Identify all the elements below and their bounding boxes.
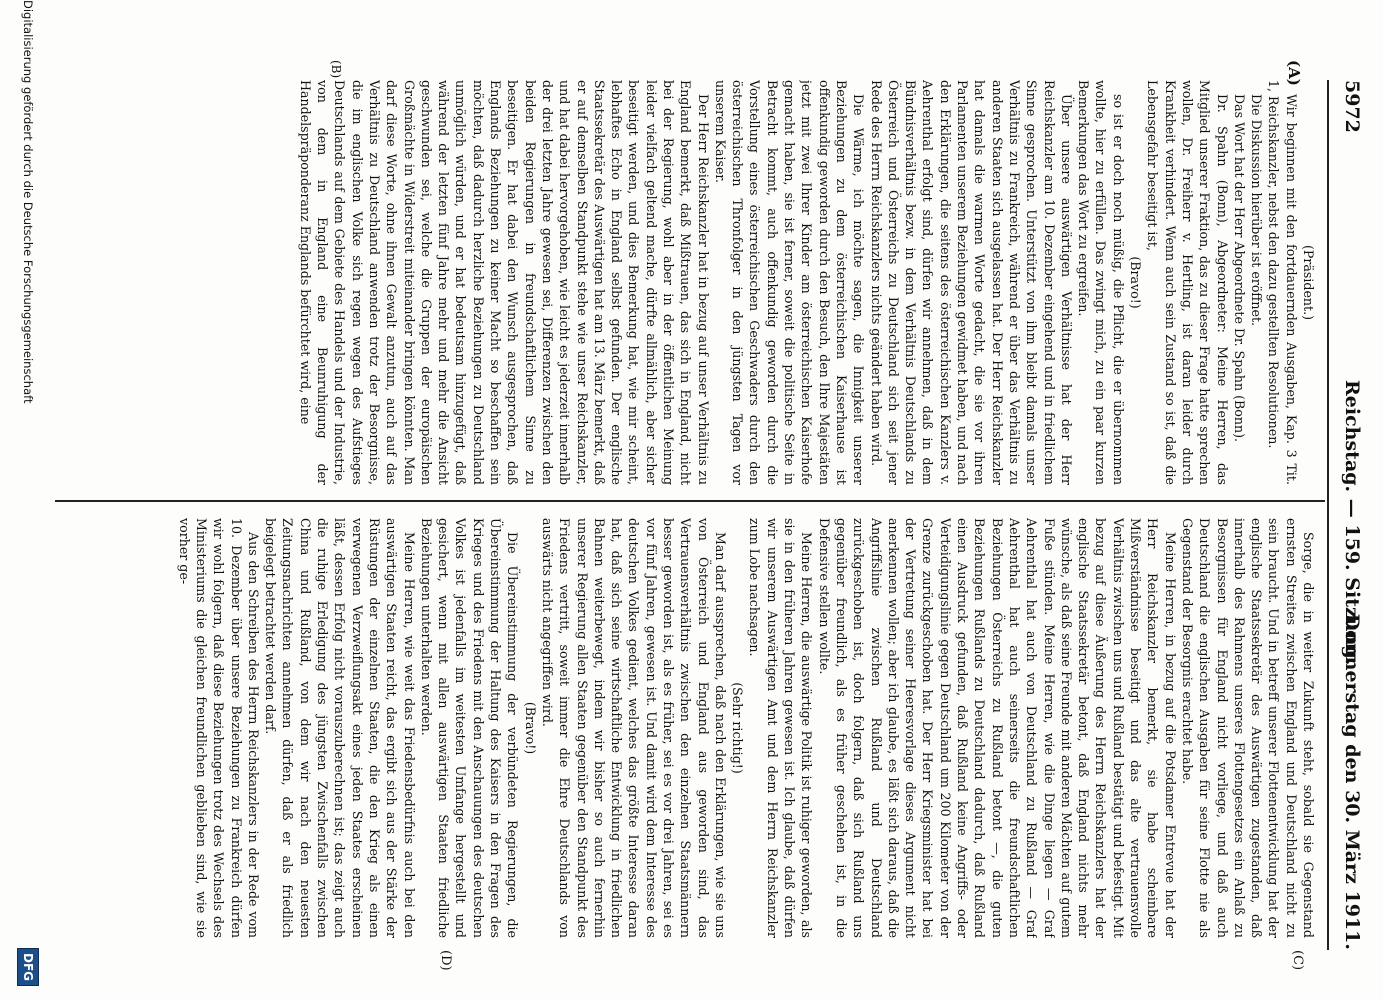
digitization-credit — [13, 0, 43, 1000]
credit-text: Digitalisierung gefördert durch die Deutsche Forschungsgemeinschaft — [21, 0, 35, 404]
session-date: Donnerstag den 30. März 1911. — [1341, 613, 1363, 950]
margin-mark-b: (B) — [329, 60, 343, 79]
margin-mark-d: (D) — [438, 950, 453, 971]
paragraph: Die Übereinstimmung der verbündeten Regierungen, die Übereinstimmung der Haltung des Kaisers in den Fragen des Krieges und des Friedens mit den Anschauungen des deutschen Volkes ist jedenfalls im weitesten Umfange hergestellt und gesichert, wenn mit allen auswärtigen Staaten friedliche Beziehungen unterhalten werden. — [418, 518, 521, 938]
paragraph: Sorge, die in weiter Zukunft steht, sobald sie Gegenstand ernsten Streites zwischen England und Deutschland nicht zu sein braucht. Und in betreff unserer Flottenentwicklung hat der englische Staatssekretär des Auswärtigen zugestanden, daß innerhalb des Rahmens unseres Flottengesetzes ein Anlaß zu Besorgnissen für England nicht vorliege, und daß auch Deutschland die englischen Ausgaben für seine Flotte nie als Gegenstand der Besorgnis erachtet habe. — [1179, 518, 1316, 938]
page-header — [1335, 80, 1363, 950]
paragraph: Das Wort hat der Herr Abgeordnete Dr. Spahn (Bonn). — [1231, 94, 1247, 442]
dfg-logo: DFG — [17, 948, 39, 986]
paragraph: Meine Herren, die auswärtige Politik ist ruhiger geworden, als sie in den früheren Jahren gewesen ist. Ich glaube, daß dürfen wir unserem Auswärtigen Amt und dem Herrn Reichskanzler zum Lobe nachsagen. — [747, 518, 815, 938]
paragraph: Wir beginnen mit den fortdauernden Ausgaben, Kap. 3 Tit. 1, Reichskanzler, nebst den dazu gestellten Resolutionen. — [1266, 80, 1299, 485]
paragraph: (Präsident.) — [1301, 244, 1316, 320]
paragraph: Man darf aussprechen, daß nach den Erklärungen, wie sie uns von Österreich und England aus geworden sind, das Vertrauensverhältnis zwischen den einzelnen Staatsmännern besser geworden ist, als es früher, sei es vor drei Jahren, sei es vor fünf Jahren, gewesen ist. Und damit wird dem Interesse des deutschen Volkes gedient, welches das größte Interesse daran hat, daß sich seine wirtschaftliche Entwicklung in friedlichen Bahnen weiterbewegt, indem wir bisher so auch fernerhin unserer Regierung allen Staaten gegenüber den Standpunkt des Friedens vertritt, soweit immer die Ehre Deutschlands von auswärts nicht angegriffen wird. — [539, 518, 728, 938]
interjection: (Bravo!) — [1128, 256, 1144, 309]
right-column — [67, 518, 1317, 938]
interjection: (Bravo!) — [522, 701, 538, 755]
margin-mark-c: (C) — [1290, 950, 1305, 971]
interjection: (Sehr richtig!) — [730, 682, 746, 774]
paragraph: Über unsere auswärtigen Verhältnisse hat der Herr Reichskanzler am 10. Dezember eingehend und in friedlichem Sinne gesprochen. Unterstützt von ihm bleibt damals unser Verhältnis zu Frankreich, während er über das Verhältnis zu anderen Staaten sich ausgelassen hat. Der Herr Reichskanzler hat damals die warmen Worte gedacht, die sie vor ihren Parlamenten unserem Beziehungen gewidmet haben, und nach den Erklärungen, die seitens des österreichischen Kanzlers v. Aehrenthal erfolgt sind, dürfen wir annehmen, daß in dem Bündnisverhältnis bezw. in dem Verhältnis Deutschlands zu Österreich und Österreichs zu Deutschland sich seit jener Rede des Herrn Reichskanzlers nichts geändert haben wird. — [868, 80, 1074, 485]
paragraph: Aus den Schreiben des Herrn Reichskanzlers in der Rede vom 10. Dezember über unsere Beziehungen zu Frankreich dürfen wir wohl folgern, daß diese Beziehungen trotz des Wechsels des Ministeriums die gleichen freundlichen geblieben sind, wie sie vorher ge- — [176, 518, 261, 938]
paragraph: Die Wärme, ich möchte sagen, die Innigkeit unserer Beziehungen zu dem österreichischen Kaiserhause ist offenkundig geworden durch den Besuch, den Ihre Majestäten jetzt mit zwei Ihrer Kinder am österreichischen Kaiserhofe gemacht haben, sie ist ferner, soweit die politische Seite in Betracht kommt, auch offenkundig geworden durch die Vorstellung eines österreichischen Geschwaders durch den österreichischen Thronfolger in den jüngsten Tagen vor unserem Kaiser. — [712, 80, 867, 485]
paragraph: Meine Herren, wie weit das Friedensbedürfnis auch bei den auswärtigen Staaten reicht, das ergibt sich aus der Stärke der Rüstungen der einzelnen Staaten, die den Krieg als einen verwegenen Verzweiflungsakt eines jeden Staates erscheinen läßt, dessen Erfolg nicht vorauszuberechnen ist; das zeigt auch die ruhige Erledigung des jüngsten Zwischenfalls zwischen China und Rußland, von dem wir nach den neuesten Zeitungsnachrichten annehmen dürfen, daß er als friedlich beigelegt betrachtet werden darf. — [263, 518, 417, 938]
paragraph: so ist er doch noch müßig, die Pflicht, die er übernommen wollte, hier zu erfüllen. Das zwingt mich, zu ein paar kurzen Bemerkungen das Wort zu ergreifen. — [1076, 80, 1126, 485]
column-divider — [55, 500, 1325, 502]
margin-mark-a: (A) — [1285, 60, 1303, 86]
paragraph: Meine Herren, in bezug auf die Potsdamer Entrevue hat der Herr Reichskanzler bemerkt, sie habe scheinbare Mißverständnisse beseitigt und das alte vertrauensvolle Verhältnis zwischen uns und Rußland bestätigt und befestigt. Mit bezug auf diese Äußerung des Herrn Reichskanzlers hat der englische Staatssekretär betont, daß England nichts mehr wünsche, als daß seine Freunde mit anderen Mächten auf gutem Fuße stünden. Meine Herren, wie die Dinge liegen — Graf Aehrenthal hat auch von Deutschland zu Rußland — Graf Aehrenthal hat auch seinerseits die freundschaftlichen Beziehungen Österreichs zu Rußland betont —, die guten Beziehungen Rußlands zu Deutschland dadurch, daß Rußland einen Ausdruck gefunden, daß Rußland keine Angriffs- oder Verteidigungslinie gegen Deutschland um 200 Kilometer von der Grenze zurückgeschoben hat. Der Herr Kriegsminister hat bei der Vertretung seiner Heeresvorlage dieses Argument nicht anerkennen wollen; aber ich glaube, es läßt sich daraus, daß die Angriffslinie zwischen Rußland und Deutschland zurückgeschoben ist, doch folgern, daß sich Rußland uns gegenüber freundlich, als es früher geschehen ist, in die Defensive stellen wollte. — [816, 518, 1178, 938]
paragraph: Dr. Spahn (Bonn), Abgeordneter: Meine Herren, das Mitglied unserer Fraktion, das zu dieser Frage hatte sprechen wollen, Dr. Freiherr v. Hertling, ist daran leider durch Krankheit verhindert. Wenn auch sein Zustand so ist, daß die Lebensgefahr beseitigt ist, — [1145, 80, 1230, 485]
running-title: Reichstag. — 159. Sitzung. — [1341, 380, 1363, 666]
page-number: 5972 — [1341, 80, 1363, 133]
header-rule — [1327, 80, 1329, 950]
left-column — [67, 80, 1317, 485]
paragraph: Die Diskussion hierüber ist eröffnet. — [1249, 94, 1265, 327]
paragraph: Der Herr Reichskanzler hat in bezug auf unser Verhältnis zu England bemerkt, daß Mißtrauen, das sich in England, nicht bei der Regierung, wohl aber in der öffentlichen Meinung leider vielfach geltend mache, dürfte allmählich, aber sicher beseitigt werden, und dies Bemerkung hat, wie mir scheint, lebhaftes Echo in England selbst gefunden. Der englische Staatssekretär des Auswärtigen hat am 13. März bemerkt, daß er auf demselben Standpunkt stehe wie unser Reichskanzler, und hat dabei hervorgehoben, wie leicht es jederzeit innerhalb der drei letzten Jahre gewesen sei, Differenzen zwischen den beiden Regierungen in freundschaftlichem Sinne zu beseitigen. Er hat dabei den Wunsch ausgesprochen, daß Englands Beziehungen zu keiner Macht so beschaffen sein möchten, daß dadurch herzliche Beziehungen zu Deutschland unmöglich würden, und er hat bedeutsam hinzugefügt, daß während der letzten fünf Jahre mehr und mehr die Ansicht geschwunden sei, welche die Gruppen der europäischen Großmächte in Widerstreit miteinander bringen könnten. Man darf diese Worte, ohne ihnen Gewalt anzutun, auch auf das Verhältnis zu Deutschland anwenden trotz der Besorgnisse, die im englischen Volke sich regen wegen des Aufstieges Deutschlands auf dem Gebiete des Handels und der Industrie, von dem in England eine Beunruhigung der Handelspräponderanz Englands befürchtet wird, eine — [297, 80, 711, 485]
